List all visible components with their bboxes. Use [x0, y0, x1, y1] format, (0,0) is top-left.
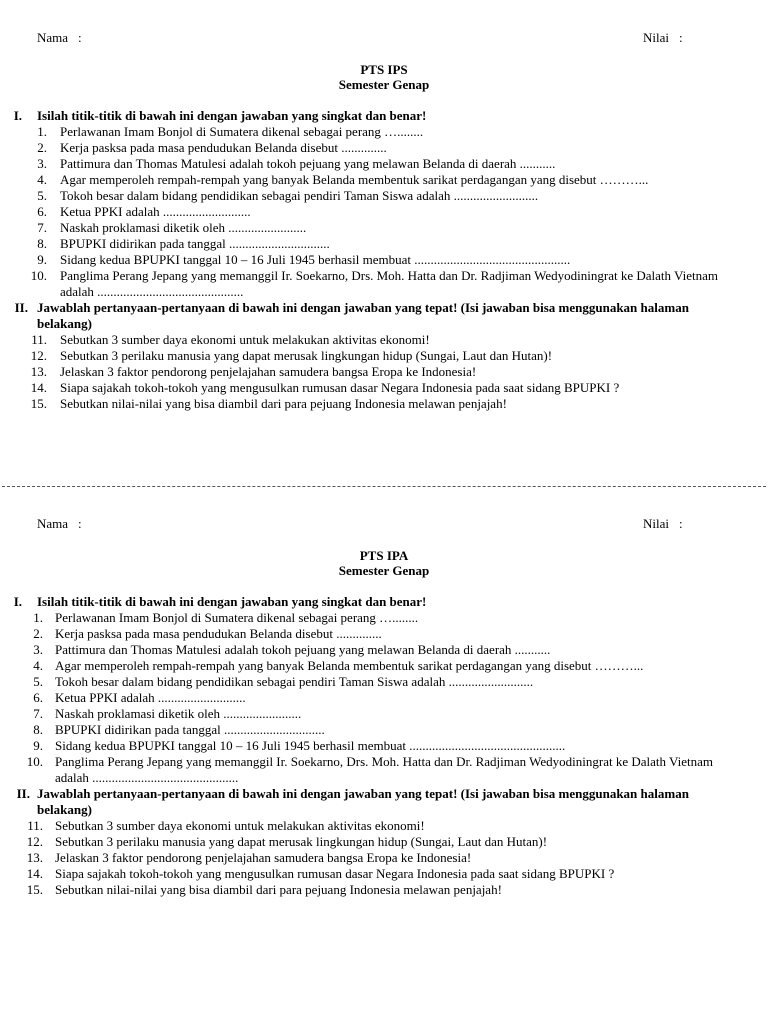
question-number: 6.: [33, 690, 43, 705]
name-field: [37, 516, 82, 532]
question-item: [0, 348, 768, 364]
question-text: Siapa sajakah tokoh-tokoh yang mengusulkan rumusan dasar Negara Indonesia pada saat sidang BPUPKI ?: [55, 866, 615, 881]
question-item: [0, 834, 768, 850]
question-text: Naskah proklamasi diketik oleh ........................: [60, 220, 307, 235]
question-number: 13.: [30, 364, 47, 379]
score-field: [643, 516, 683, 532]
section-instruction: Isilah titik-titik di bawah ini dengan jawaban yang singkat dan benar!: [37, 108, 427, 123]
section-numeral: II.: [16, 786, 30, 801]
exam-title: PTS IPS: [360, 62, 408, 77]
question-text: Siapa sajakah tokoh-tokoh yang mengusulkan rumusan dasar Negara Indonesia pada saat sidang BPUPKI ?: [60, 380, 620, 395]
question-item: [0, 236, 768, 252]
question-item: [0, 396, 768, 412]
question-number: 3.: [37, 156, 47, 171]
question-item: [0, 124, 768, 140]
question-text: Pattimura dan Thomas Matulesi adalah tokoh pejuang yang melawan Belanda di daerah ...........: [60, 156, 556, 171]
score-label: Nilai: [643, 516, 669, 531]
question-item: [0, 818, 768, 834]
question-item: [0, 706, 768, 722]
question-text: BPUPKI didirikan pada tanggal ...............................: [55, 722, 325, 737]
question-item: [0, 642, 768, 658]
question-text: Sidang kedua BPUPKI tanggal 10 – 16 Juli 1945 berhasil membuat ................................................: [60, 252, 571, 267]
question-number: 8.: [33, 722, 43, 737]
score-label: Nilai: [643, 30, 669, 45]
question-number: 5.: [33, 674, 43, 689]
section-heading: [0, 108, 768, 124]
question-item: [0, 626, 768, 642]
question-item: [0, 658, 768, 674]
question-text: Perlawanan Imam Bonjol di Sumatera dikenal sebagai perang …........: [60, 124, 424, 139]
section-numeral: I.: [13, 108, 22, 123]
question-number: 10.: [30, 268, 47, 283]
question-list: [0, 108, 768, 412]
question-number: 2.: [37, 140, 47, 155]
question-item: [0, 882, 768, 898]
score-colon: :: [679, 516, 683, 531]
question-item: [0, 172, 768, 188]
name-label: Nama: [37, 516, 69, 531]
question-text: Jelaskan 3 faktor pendorong penjelajahan samudera bangsa Eropa ke Indonesia!: [55, 850, 472, 865]
section-heading: [0, 594, 768, 610]
question-text: Panglima Perang Jepang yang memanggil Ir. Soekarno, Drs. Moh. Hatta dan Dr. Radjiman Wedyodiningrat ke Dalath Vietnam adalah .............................................: [55, 754, 714, 785]
section-heading: [0, 786, 768, 818]
section-numeral: I.: [13, 594, 22, 609]
question-item: [0, 674, 768, 690]
question-text: Agar memperoleh rempah-rempah yang banyak Belanda membentuk sarikat perdagangan yang disebut ………...: [60, 172, 649, 187]
question-number: 12.: [26, 834, 43, 849]
question-text: Tokoh besar dalam bidang pendidikan sebagai pendiri Taman Siswa adalah ..........................: [55, 674, 534, 689]
question-number: 12.: [30, 348, 47, 363]
question-text: Agar memperoleh rempah-rempah yang banyak Belanda membentuk sarikat perdagangan yang disebut ………...: [55, 658, 644, 673]
section-numeral: II.: [14, 300, 28, 315]
score-colon: :: [679, 30, 683, 45]
question-text: Sebutkan nilai-nilai yang bisa diambil dari para pejuang Indonesia melawan penjajah!: [60, 396, 507, 411]
question-item: [0, 332, 768, 348]
question-text: Tokoh besar dalam bidang pendidikan sebagai pendiri Taman Siswa adalah ..........................: [60, 188, 539, 203]
question-text: Sebutkan 3 perilaku manusia yang dapat merusak lingkungan hidup (Sungai, Laut dan Hutan)!: [55, 834, 548, 849]
question-number: 3.: [33, 642, 43, 657]
question-number: 2.: [33, 626, 43, 641]
question-number: 4.: [33, 658, 43, 673]
question-item: [0, 156, 768, 172]
exam-subtitle: Semester Genap: [338, 77, 430, 92]
question-text: Sidang kedua BPUPKI tanggal 10 – 16 Juli 1945 berhasil membuat ................................................: [55, 738, 566, 753]
question-item: [0, 188, 768, 204]
question-text: Ketua PPKI adalah ...........................: [60, 204, 251, 219]
question-number: 13.: [26, 850, 43, 865]
question-text: Panglima Perang Jepang yang memanggil Ir. Soekarno, Drs. Moh. Hatta dan Dr. Radjiman Wedyodiningrat ke Dalath Vietnam adalah .............................................: [60, 268, 719, 299]
question-item: [0, 738, 768, 754]
cut-line-divider: [2, 486, 766, 487]
question-number: 15.: [26, 882, 43, 897]
question-item: [0, 866, 768, 882]
question-number: 7.: [37, 220, 47, 235]
question-text: BPUPKI didirikan pada tanggal ...............................: [60, 236, 330, 251]
name-label: Nama: [37, 30, 69, 45]
score-field: [643, 30, 683, 46]
section-instruction: Isilah titik-titik di bawah ini dengan jawaban yang singkat dan benar!: [37, 594, 427, 609]
name-colon: :: [78, 516, 82, 531]
question-item: [0, 754, 768, 786]
question-number: 11.: [31, 332, 47, 347]
section-heading: [0, 300, 768, 332]
question-item: [0, 268, 768, 300]
question-number: 11.: [27, 818, 43, 833]
question-item: [0, 252, 768, 268]
question-number: 15.: [30, 396, 47, 411]
question-item: [0, 204, 768, 220]
exam-title: PTS IPA: [359, 548, 409, 563]
question-text: Sebutkan nilai-nilai yang bisa diambil dari para pejuang Indonesia melawan penjajah!: [55, 882, 502, 897]
question-item: [0, 380, 768, 396]
question-number: 5.: [37, 188, 47, 203]
question-number: 1.: [33, 610, 43, 625]
question-item: [0, 722, 768, 738]
question-text: Sebutkan 3 sumber daya ekonomi untuk melakukan aktivitas ekonomi!: [60, 332, 430, 347]
question-item: [0, 140, 768, 156]
question-list: [0, 594, 768, 898]
question-item: [0, 220, 768, 236]
question-item: [0, 850, 768, 866]
question-item: [0, 690, 768, 706]
section-instruction: Jawablah pertanyaan-pertanyaan di bawah ini dengan jawaban yang tepat! (Isi jawaban bisa menggunakan halaman belakang): [37, 300, 689, 331]
question-text: Jelaskan 3 faktor pendorong penjelajahan samudera bangsa Eropa ke Indonesia!: [60, 364, 477, 379]
question-item: [0, 364, 768, 380]
question-text: Sebutkan 3 sumber daya ekonomi untuk melakukan aktivitas ekonomi!: [55, 818, 425, 833]
question-number: 9.: [33, 738, 43, 753]
question-text: Naskah proklamasi diketik oleh ........................: [55, 706, 302, 721]
question-text: Sebutkan 3 perilaku manusia yang dapat merusak lingkungan hidup (Sungai, Laut dan Hutan)!: [60, 348, 553, 363]
name-colon: :: [78, 30, 82, 45]
question-text: Ketua PPKI adalah ...........................: [55, 690, 246, 705]
question-number: 10.: [26, 754, 43, 769]
exam-subtitle: Semester Genap: [338, 563, 430, 578]
question-number: 7.: [33, 706, 43, 721]
question-number: 14.: [26, 866, 43, 881]
question-item: [0, 610, 768, 626]
name-field: [37, 30, 82, 46]
question-number: 4.: [37, 172, 47, 187]
question-number: 8.: [37, 236, 47, 251]
question-number: 1.: [37, 124, 47, 139]
question-number: 6.: [37, 204, 47, 219]
question-number: 14.: [30, 380, 47, 395]
section-instruction: Jawablah pertanyaan-pertanyaan di bawah ini dengan jawaban yang tepat! (Isi jawaban bisa menggunakan halaman belakang): [37, 786, 689, 817]
question-text: Pattimura dan Thomas Matulesi adalah tokoh pejuang yang melawan Belanda di daerah ...........: [55, 642, 551, 657]
question-number: 9.: [37, 252, 47, 267]
question-text: Kerja pasksa pada masa pendudukan Belanda disebut ..............: [60, 140, 387, 155]
question-text: Kerja pasksa pada masa pendudukan Belanda disebut ..............: [55, 626, 382, 641]
question-text: Perlawanan Imam Bonjol di Sumatera dikenal sebagai perang …........: [55, 610, 419, 625]
